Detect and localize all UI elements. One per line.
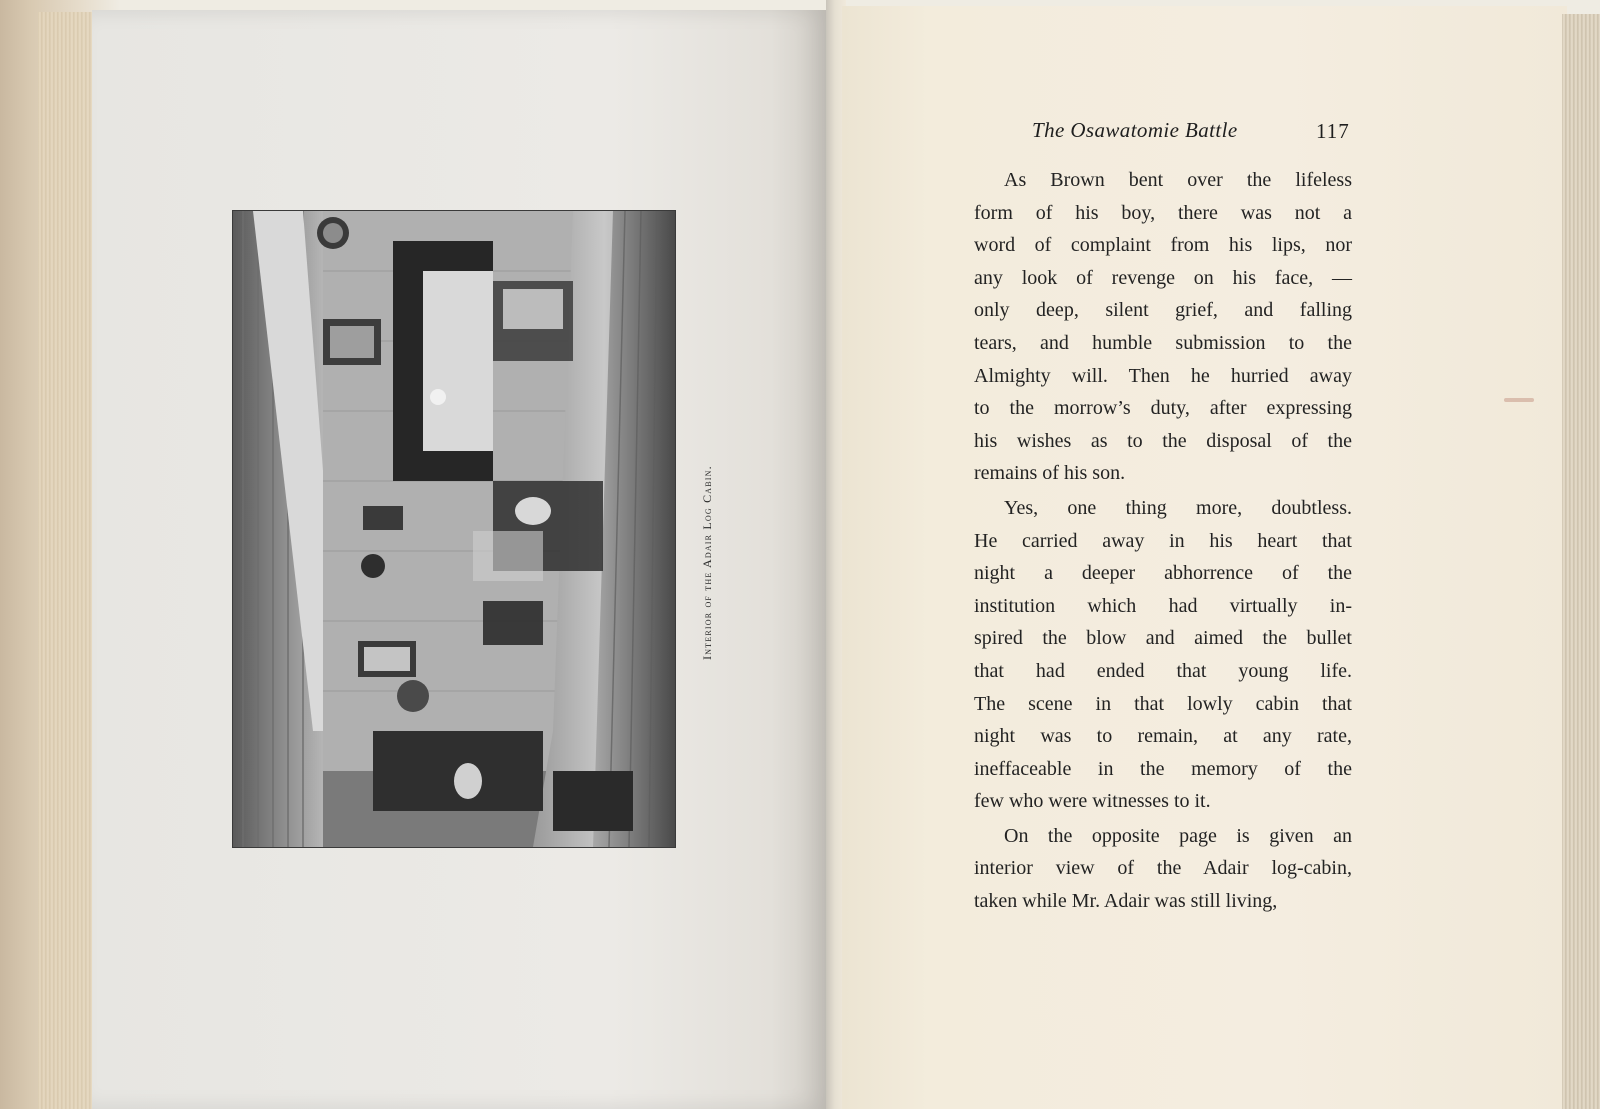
running-title: The Osawatomie Battle (1032, 118, 1238, 142)
text-line: spired the blow and aimed the bullet (974, 627, 1352, 650)
text-line: night a deeper abhorrence of the (974, 562, 1352, 585)
cabin-interior-photo (232, 210, 676, 848)
text-line: On the opposite page is given an (1004, 824, 1352, 847)
text-line: only deep, silent grief, and falling (974, 299, 1352, 322)
text-line: night was to remain, at any rate, (974, 725, 1352, 748)
text-line: interior view of the Adair log-cabin, (974, 857, 1352, 880)
text-line: remains of his son. (974, 462, 1126, 485)
text-line: institution which had virtually in- (974, 594, 1352, 617)
text-line: Yes, one thing more, doubtless. (1004, 496, 1352, 519)
cabin-interior-image (233, 211, 675, 847)
text-line: ineffaceable in the memory of the (974, 757, 1352, 780)
text-line: He carried away in his heart that (974, 529, 1352, 552)
plate-caption: Interior of the Adair Log Cabin. (700, 465, 714, 660)
running-head (1000, 118, 1360, 148)
paragraph (974, 820, 1352, 918)
text-line: As Brown bent over the lifeless (1004, 169, 1352, 191)
text-line: taken while Mr. Adair was still living, (974, 890, 1278, 913)
body-text (974, 164, 1352, 920)
page-number: 117 (1316, 119, 1350, 143)
text-line: word of complaint from his lips, nor (974, 234, 1352, 257)
left-page-edges (38, 12, 94, 1109)
right-page-edges (1562, 14, 1600, 1109)
text-line: form of his boy, there was not a (974, 201, 1352, 224)
paragraph (974, 492, 1352, 818)
text-line: any look of revenge on his face, — (974, 266, 1352, 289)
text-line: tears, and humble submission to the (974, 331, 1352, 354)
text-line: to the morrow’s duty, after expressing (974, 397, 1352, 420)
text-line: his wishes as to the disposal of the (974, 429, 1352, 452)
text-line: Almighty will. Then he hurried away (974, 364, 1352, 387)
paragraph (974, 164, 1352, 490)
text-line: The scene in that lowly cabin that (974, 692, 1352, 715)
page-smudge (1504, 398, 1534, 402)
text-line: few who were witnesses to it. (974, 790, 1211, 813)
text-line: that had ended that young life. (974, 659, 1352, 682)
